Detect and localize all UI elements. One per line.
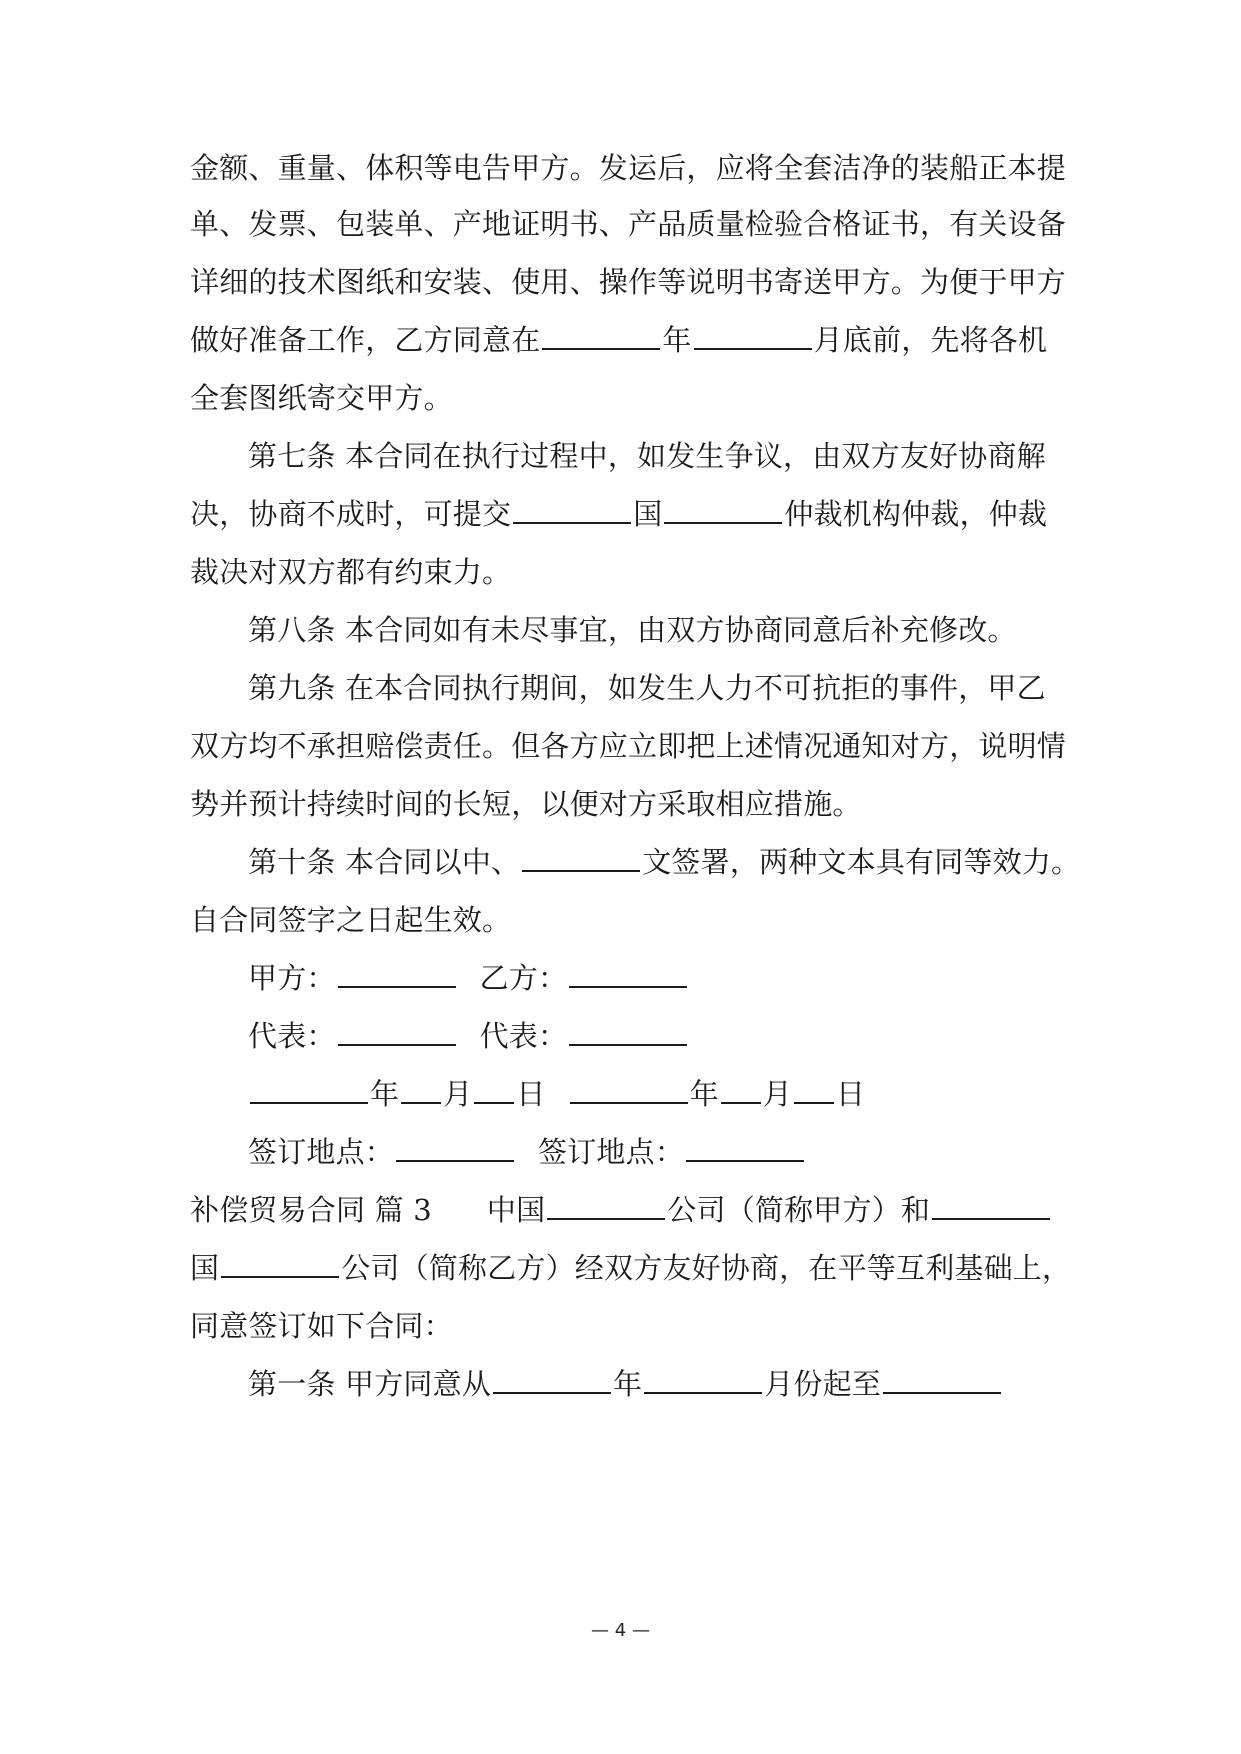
- fill-blank: [570, 1076, 688, 1104]
- contract-3-heading: 补偿贸易合同 篇 3 中国 公司（简称甲方）和: [190, 1190, 1070, 1230]
- fill-blank: [569, 1018, 687, 1046]
- representative-line: 代表： 代表：: [248, 1016, 1128, 1056]
- fill-blank: [694, 322, 812, 350]
- fill-blank: [338, 1018, 456, 1046]
- date-line: 年 月 日 年 月 日: [248, 1074, 1128, 1114]
- fill-blank: [513, 496, 631, 524]
- fill-blank: [396, 1134, 514, 1162]
- fill-blank: [721, 1076, 761, 1104]
- text-line: 国 公司（简称乙方）经双方友好协商，在平等互利基础上，: [190, 1251, 1072, 1285]
- fill-blank: [221, 1250, 339, 1278]
- fill-blank: [401, 1076, 441, 1104]
- page-number: — 4 —: [591, 1620, 650, 1641]
- fill-blank: [474, 1076, 514, 1104]
- signing-place-line: 签订地点： 签订地点：: [248, 1132, 1128, 1172]
- clause-8-heading: 第八条 本合同如有未尽事宜，由双方协商同意后补充修改。: [248, 613, 1017, 647]
- fill-blank: [932, 1192, 1050, 1220]
- fill-blank: [522, 844, 640, 872]
- text-line: 详细的技术图纸和安装、使用、操作等说明书寄送甲方。为便于甲方: [190, 265, 1067, 299]
- fill-blank: [542, 322, 660, 350]
- clause-10-heading: 第十条 本合同以中、 文签署，两种文本具有同等效力。: [248, 845, 1081, 879]
- clause-9-heading: 第九条 在本合同执行期间，如发生人力不可抗拒的事件，甲乙: [248, 671, 1046, 705]
- party-signature-line: 甲方： 乙方：: [248, 958, 1128, 998]
- fill-blank: [547, 1192, 665, 1220]
- text-line: 全套图纸寄交甲方。: [190, 381, 453, 415]
- clause-1-heading: 第一条 甲方同意从 年 月份起至: [248, 1364, 1128, 1404]
- fill-blank: [686, 1134, 804, 1162]
- fill-blank: [250, 1076, 368, 1104]
- text-line: 双方均不承担赔偿责任。但各方应立即把上述情况通知对方，说明情: [190, 729, 1067, 763]
- text-line: 同意签订如下合同：: [190, 1309, 453, 1343]
- fill-blank: [794, 1076, 834, 1104]
- clause-7-heading: 第七条 本合同在执行过程中，如发生争议，由双方友好协商解: [248, 439, 1046, 473]
- text-line: 做好准备工作，乙方同意在 年 月底前，先将各机: [190, 323, 1048, 357]
- text-line: 单、发票、包装单、产地证明书、产品质量检验合格证书，有关设备: [190, 207, 1067, 241]
- text-line: 势并预计持续时间的长短，以便对方采取相应措施。: [190, 787, 862, 821]
- text-line: 自合同签字之日起生效。: [190, 903, 512, 937]
- fill-blank: [883, 1366, 1001, 1394]
- text-line: 决，协商不成时，可提交 国 仲裁机构仲裁，仲裁: [190, 497, 1048, 531]
- fill-blank: [338, 960, 456, 988]
- text-line: 金额、重量、体积等电告甲方。发运后，应将全套洁净的装船正本提: [190, 151, 1067, 185]
- fill-blank: [569, 960, 687, 988]
- fill-blank: [664, 496, 782, 524]
- fill-blank: [493, 1366, 611, 1394]
- fill-blank: [644, 1366, 762, 1394]
- text-line: 裁决对双方都有约束力。: [190, 555, 512, 589]
